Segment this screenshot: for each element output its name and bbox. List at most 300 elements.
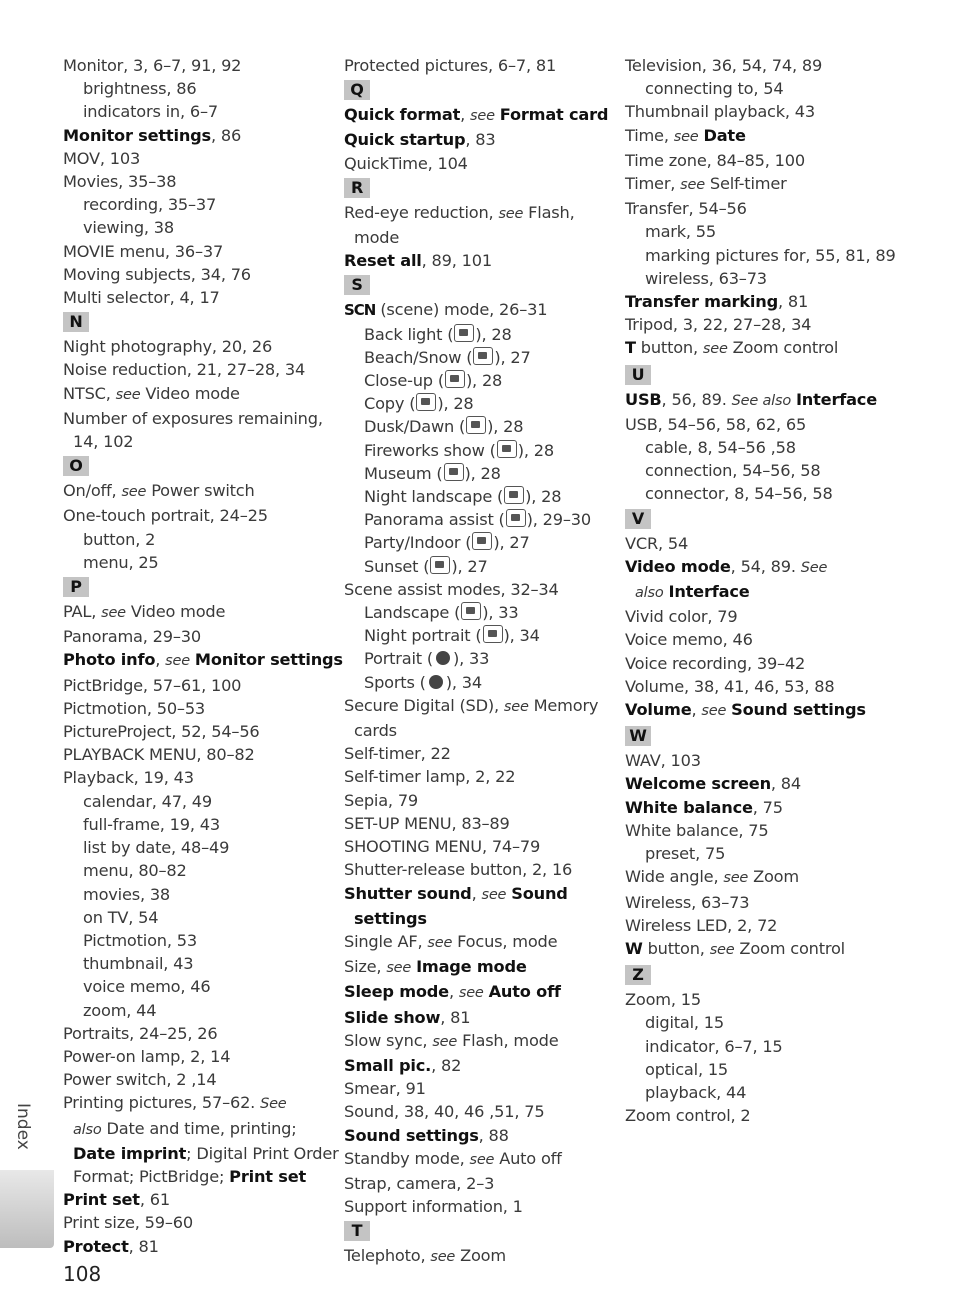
index-entry (625, 124, 900, 149)
index-text: ), 34 (445, 672, 482, 692)
index-text: Video mode (125, 602, 226, 622)
index-subentry (625, 77, 900, 100)
index-subentry (344, 485, 619, 508)
index-text: ), 34 (503, 626, 540, 646)
index-text: Noise reduction, 21, 27–28, 34 (63, 360, 306, 380)
see-reference: see (673, 128, 699, 145)
index-entry-continued (344, 907, 619, 930)
index-text: ; Digital Print Order (186, 1143, 339, 1163)
close-up-icon (445, 370, 465, 388)
letter-badge: P (63, 577, 89, 597)
see-reference: See (800, 559, 828, 576)
index-entry (625, 937, 900, 962)
index-term-bold: Interface (668, 582, 750, 602)
index-text: Pictmotion, 50–53 (63, 698, 206, 718)
index-text: Wireless LED, 2, 72 (625, 915, 778, 935)
index-entry-continued (625, 580, 900, 605)
index-entry (344, 765, 619, 788)
index-entry (625, 914, 900, 937)
index-text: On/off, (63, 481, 122, 501)
index-text: Museum ( (364, 463, 443, 483)
index-text: Standby mode, (344, 1148, 470, 1168)
index-entry (344, 1029, 619, 1054)
index-term-bold: Format card (499, 105, 609, 125)
index-subentry (63, 193, 338, 216)
index-subentry (63, 100, 338, 123)
index-entry (625, 100, 900, 123)
index-entry (344, 812, 619, 835)
index-subentry (625, 842, 900, 865)
index-letter-heading (344, 77, 619, 103)
index-text: SHOOTING MENU, 74–79 (344, 837, 541, 857)
index-text: Time, (625, 125, 674, 145)
index-text: , 54, 89. (730, 556, 801, 576)
index-text: , 83 (465, 130, 496, 150)
index-text: , 61 (139, 1190, 170, 1210)
index-text: Power-on lamp, 2, 14 (63, 1046, 231, 1066)
index-text: , 56, 89. (661, 389, 732, 409)
index-text: Zoom control, 2 (625, 1106, 751, 1126)
index-text: marking pictures for, 55, 81, 89 (645, 245, 896, 265)
index-entry (344, 128, 619, 151)
index-entry (63, 124, 338, 147)
index-entry (63, 674, 338, 697)
index-entry (63, 479, 338, 504)
index-entry (625, 675, 900, 698)
index-text: Smear, 91 (344, 1079, 426, 1099)
index-text: connector, 8, 54–56, 58 (645, 484, 833, 504)
dusk-dawn-icon (466, 416, 486, 434)
index-term-bold: Date imprint (73, 1143, 187, 1163)
index-subentry (63, 929, 338, 952)
see-reference: see (470, 108, 495, 125)
letter-badge: S (344, 275, 370, 295)
index-text: cards (354, 721, 397, 741)
backlight-icon (454, 324, 474, 342)
index-text: wireless, 63–73 (645, 268, 767, 288)
index-entry (63, 1045, 338, 1068)
index-text: Video mode (140, 383, 240, 403)
index-term-bold: settings (354, 908, 427, 928)
index-entry (625, 388, 900, 413)
index-text: Copy ( (364, 394, 416, 414)
index-subentry (63, 216, 338, 239)
index-text: (scene) mode, 26–31 (375, 300, 548, 320)
see-reference: see (165, 653, 190, 670)
section-tab (0, 1170, 54, 1248)
index-text: menu, 80–82 (83, 861, 187, 881)
index-entry-continued (63, 1142, 338, 1165)
index-text: WAV, 103 (625, 751, 701, 771)
index-text: ), 28 (487, 417, 524, 437)
index-text: Monitor, 3, 6–7, 91, 92 (63, 56, 242, 75)
index-text: Auto off (494, 1148, 562, 1168)
index-text: Power switch (146, 481, 255, 501)
see-reference: see (121, 484, 147, 501)
index-text: MOVIE menu, 36–37 (63, 241, 224, 261)
index-entry (344, 1100, 619, 1123)
index-text: ), 27 (494, 347, 531, 367)
index-text: ), 29–30 (526, 510, 591, 530)
index-entry (63, 335, 338, 358)
index-text: Printing pictures, 57–62. (63, 1093, 261, 1113)
index-term-bold: Volume (625, 700, 692, 720)
fireworks-icon (497, 440, 517, 458)
index-text: Power switch, 2 ,14 (63, 1070, 217, 1090)
see-reference: See (260, 1096, 287, 1113)
index-subentry (625, 1011, 900, 1034)
index-text: Portraits, 24–25, 26 (63, 1023, 218, 1043)
index-text: , (460, 105, 471, 125)
index-entry-continued (63, 1165, 338, 1188)
index-entry (625, 413, 900, 436)
index-text: Telephoto, (344, 1246, 431, 1266)
letter-badge: Z (625, 965, 651, 985)
index-text: Landscape ( (364, 603, 461, 623)
index-term-bold: Sound settings (344, 1125, 479, 1145)
index-column-1 (63, 54, 343, 1258)
index-text: Wireless, 63–73 (625, 892, 750, 912)
index-text: recording, 35–37 (83, 195, 217, 215)
index-entry (625, 149, 900, 172)
letter-badge: N (63, 312, 89, 332)
index-text: ), 27 (451, 556, 488, 576)
index-entry (344, 1077, 619, 1100)
index-text: Sports ( (364, 672, 426, 692)
index-entry (63, 720, 338, 743)
index-entry (63, 1188, 338, 1211)
index-text: Size, (344, 957, 387, 977)
index-text: Night photography, 20, 26 (63, 337, 273, 357)
index-entry (344, 249, 619, 272)
index-entry (344, 1054, 619, 1077)
index-subentry (344, 439, 619, 462)
index-term-bold: Sound (511, 883, 568, 903)
index-text: list by date, 48–49 (83, 838, 230, 858)
index-text: Moving subjects, 34, 76 (63, 264, 251, 284)
index-term-bold: Reset all (344, 251, 422, 271)
index-subentry (63, 528, 338, 551)
index-text: 14, 102 (73, 432, 134, 452)
index-subentry (625, 267, 900, 290)
index-text: viewing, 38 (83, 218, 174, 238)
index-entry (63, 504, 338, 527)
index-text: Slow sync, (344, 1030, 433, 1050)
index-subentry (344, 346, 619, 369)
index-entry (344, 955, 619, 980)
index-subentry (63, 77, 338, 100)
index-entry (344, 1124, 619, 1147)
see-reference: see (469, 1151, 495, 1168)
see-reference: see (458, 985, 484, 1002)
index-text: Sound, 38, 40, 46 ,51, 75 (344, 1102, 545, 1122)
index-entry (625, 555, 900, 580)
index-text: PAL, (63, 602, 102, 622)
index-entry (63, 648, 343, 673)
index-text: Strap, camera, 2–3 (344, 1173, 495, 1193)
index-term-bold: Interface (795, 389, 877, 409)
index-text: , (448, 982, 459, 1002)
index-text: Night landscape ( (364, 487, 504, 507)
index-letter-heading (344, 175, 619, 201)
index-text: Close-up ( (364, 371, 444, 391)
index-text: playback, 44 (645, 1082, 747, 1102)
index-text: , 82 (431, 1055, 462, 1075)
section-label: Index (13, 1103, 33, 1150)
index-text: Number of exposures remaining, (63, 408, 323, 428)
panorama-icon (506, 509, 526, 527)
index-subentry (344, 555, 619, 578)
landscape-icon (461, 602, 481, 620)
index-text: , (155, 650, 166, 670)
index-text: preset, 75 (645, 844, 726, 864)
index-entry (344, 1195, 619, 1218)
see-reference: see (101, 605, 126, 622)
index-entry (625, 698, 900, 723)
index-entry-continued (63, 430, 338, 453)
index-term-bold: Sleep mode (344, 982, 449, 1002)
index-entry (625, 865, 900, 890)
index-text: Date and time, printing; (101, 1118, 297, 1138)
index-term-bold: Monitor settings (194, 650, 343, 670)
index-text: brightness, 86 (83, 79, 197, 99)
index-subentry (344, 415, 619, 438)
index-subentry (63, 975, 338, 998)
index-term-bold: Shutter sound (344, 883, 472, 903)
index-subentry (344, 508, 619, 531)
index-term-bold: Video mode (625, 556, 731, 576)
index-subentry (344, 671, 619, 694)
see-reference: see (386, 960, 412, 977)
index-term-bold: Auto off (488, 982, 561, 1002)
index-text: Support information, 1 (344, 1197, 523, 1217)
index-text: Portrait ( (364, 649, 433, 669)
index-entry (344, 152, 619, 175)
index-entry (63, 1091, 338, 1116)
index-text: ), 28 (517, 440, 554, 460)
index-text: Zoom (748, 867, 799, 887)
index-text: , (471, 883, 482, 903)
index-letter-heading (63, 309, 338, 335)
index-subentry (63, 999, 338, 1022)
index-entry (344, 54, 619, 77)
index-text: full-frame, 19, 43 (83, 814, 220, 834)
index-subentry (344, 624, 619, 647)
index-entry (625, 772, 900, 795)
index-subentry (63, 883, 338, 906)
index-text: Pictmotion, 53 (83, 930, 197, 950)
index-text: Sepia, 79 (344, 790, 419, 810)
index-text: Voice memo, 46 (625, 630, 753, 650)
index-text: Playback, 19, 43 (63, 768, 194, 788)
index-entry (63, 240, 338, 263)
index-text: Party/Indoor ( (364, 533, 472, 553)
index-text: NTSC, (63, 383, 116, 403)
index-entry (625, 54, 900, 77)
index-text: Fireworks show ( (364, 440, 496, 460)
index-text: Scene assist modes, 32–34 (344, 579, 559, 599)
see-reference: see (498, 205, 524, 222)
index-entry (625, 172, 900, 197)
index-subentry (63, 859, 338, 882)
index-column-3 (625, 54, 900, 1127)
index-term-bold: USB (625, 389, 662, 409)
index-text: White balance, 75 (625, 820, 769, 840)
index-subentry (63, 906, 338, 929)
museum-icon (444, 463, 464, 481)
index-text: ), 28 (465, 371, 503, 391)
index-text: Dusk/Dawn ( (364, 417, 466, 437)
see-reference: see (680, 177, 705, 194)
index-entry (344, 742, 619, 765)
index-entry (63, 147, 338, 170)
index-text: Transfer, 54–56 (625, 199, 747, 219)
index-entry (344, 1147, 619, 1172)
index-entry (344, 858, 619, 881)
index-entry (344, 789, 619, 812)
index-letter-heading (344, 1218, 619, 1244)
index-text: Vivid color, 79 (625, 607, 738, 627)
index-entry (63, 697, 338, 720)
scene-mode-symbol: SCN (344, 301, 376, 320)
index-text: Self-timer (704, 174, 787, 194)
index-letter-heading (625, 362, 900, 388)
see-reference: see (723, 870, 749, 887)
index-subentry (625, 244, 900, 267)
letter-badge: Q (344, 80, 370, 100)
index-text: Shutter-release button, 2, 16 (344, 860, 573, 880)
index-text: PictBridge, 57–61, 100 (63, 675, 242, 695)
index-text: One-touch portrait, 24–25 (63, 506, 268, 526)
index-text: connecting to, 54 (645, 79, 784, 99)
see-reference: see (427, 934, 453, 951)
index-term-bold: Print set (229, 1166, 307, 1186)
index-entry (344, 298, 619, 322)
index-entry (344, 1244, 619, 1269)
index-text: , 89, 101 (421, 251, 492, 271)
see-reference: also (73, 1121, 102, 1138)
index-text: Thumbnail playback, 43 (625, 102, 816, 122)
night-landscape-icon (504, 486, 524, 504)
index-text: Panorama assist ( (364, 510, 505, 530)
index-entry (625, 796, 900, 819)
index-letter-heading (63, 453, 338, 479)
index-text: Zoom control (734, 938, 845, 958)
index-subentry (625, 1058, 900, 1081)
index-text: Timer, (625, 174, 681, 194)
index-text: indicator, 6–7, 15 (645, 1036, 783, 1056)
index-text: Time zone, 84–85, 100 (625, 150, 805, 170)
index-entry (63, 1211, 338, 1234)
see-reference: see (115, 386, 141, 403)
index-subentry (344, 647, 619, 670)
index-letter-heading (63, 574, 338, 600)
index-entry (63, 407, 338, 430)
index-entry (625, 891, 900, 914)
index-entry (344, 201, 619, 226)
index-text: VCR, 54 (625, 533, 689, 553)
index-term-bold: Photo info (63, 650, 156, 670)
see-reference: see (503, 698, 529, 715)
index-text: USB, 54–56, 58, 62, 65 (625, 414, 807, 434)
index-text: Back light ( (364, 324, 454, 344)
index-text: optical, 15 (645, 1059, 729, 1079)
index-entry (63, 1022, 338, 1045)
index-subentry (625, 1081, 900, 1104)
index-text: ), 28 (525, 487, 562, 507)
index-text: connection, 54–56, 58 (645, 461, 821, 481)
index-entry (625, 749, 900, 772)
index-text: indicators in, 6–7 (83, 102, 218, 122)
see-reference: see (481, 886, 507, 903)
index-term-bold: Sound settings (731, 700, 866, 720)
index-letter-heading (625, 506, 900, 532)
index-entry (625, 605, 900, 628)
index-text: Multi selector, 4, 17 (63, 288, 220, 308)
index-text: Beach/Snow ( (364, 347, 473, 367)
page-number: 108 (63, 1262, 102, 1286)
index-entry (344, 578, 619, 601)
index-entry (625, 197, 900, 220)
index-entry (625, 532, 900, 555)
index-text: menu, 25 (83, 552, 159, 572)
index-text: on TV, 54 (83, 907, 159, 927)
index-entry (63, 170, 338, 193)
index-text: Print size, 59–60 (63, 1213, 193, 1233)
index-term-bold: Transfer marking (625, 292, 778, 312)
index-text: button, 2 (83, 529, 156, 549)
index-entry (625, 313, 900, 336)
index-subentry (625, 459, 900, 482)
index-subentry (63, 790, 338, 813)
index-entry (63, 600, 338, 625)
index-text: , 81 (128, 1236, 159, 1256)
index-text: ), 33 (452, 649, 490, 669)
index-text: mark, 55 (645, 222, 717, 242)
sunset-icon (430, 556, 450, 574)
index-text: ), 28 (475, 324, 512, 344)
index-entry (63, 1235, 338, 1258)
index-entry (63, 54, 338, 77)
index-text: Self-timer lamp, 2, 22 (344, 767, 516, 787)
index-text: button, (642, 938, 710, 958)
index-text: zoom, 44 (83, 1000, 157, 1020)
index-text: Red-eye reduction, (344, 202, 499, 222)
index-text: Wide angle, (625, 867, 724, 887)
index-entry (625, 290, 900, 313)
index-subentry (344, 323, 619, 346)
index-entry-continued (344, 719, 619, 742)
see-reference: see (432, 1033, 458, 1050)
index-entry (344, 1006, 619, 1029)
index-text: Panorama, 29–30 (63, 627, 201, 647)
index-entry (625, 819, 900, 842)
index-subentry (344, 462, 619, 485)
index-term-bold: Quick format (344, 105, 461, 125)
index-entry-continued (344, 226, 619, 249)
index-entry (625, 1104, 900, 1127)
index-term-bold: Slide show (344, 1007, 441, 1027)
index-term-bold: Protect (63, 1236, 129, 1256)
index-term-bold: White balance (625, 797, 753, 817)
index-entry (63, 382, 338, 407)
index-entry (625, 988, 900, 1011)
portrait-icon (434, 650, 452, 666)
index-term-bold: T (625, 338, 636, 358)
index-letter-heading (344, 272, 619, 298)
index-text: PLAYBACK MENU, 80–82 (63, 745, 255, 765)
index-entry (63, 263, 338, 286)
